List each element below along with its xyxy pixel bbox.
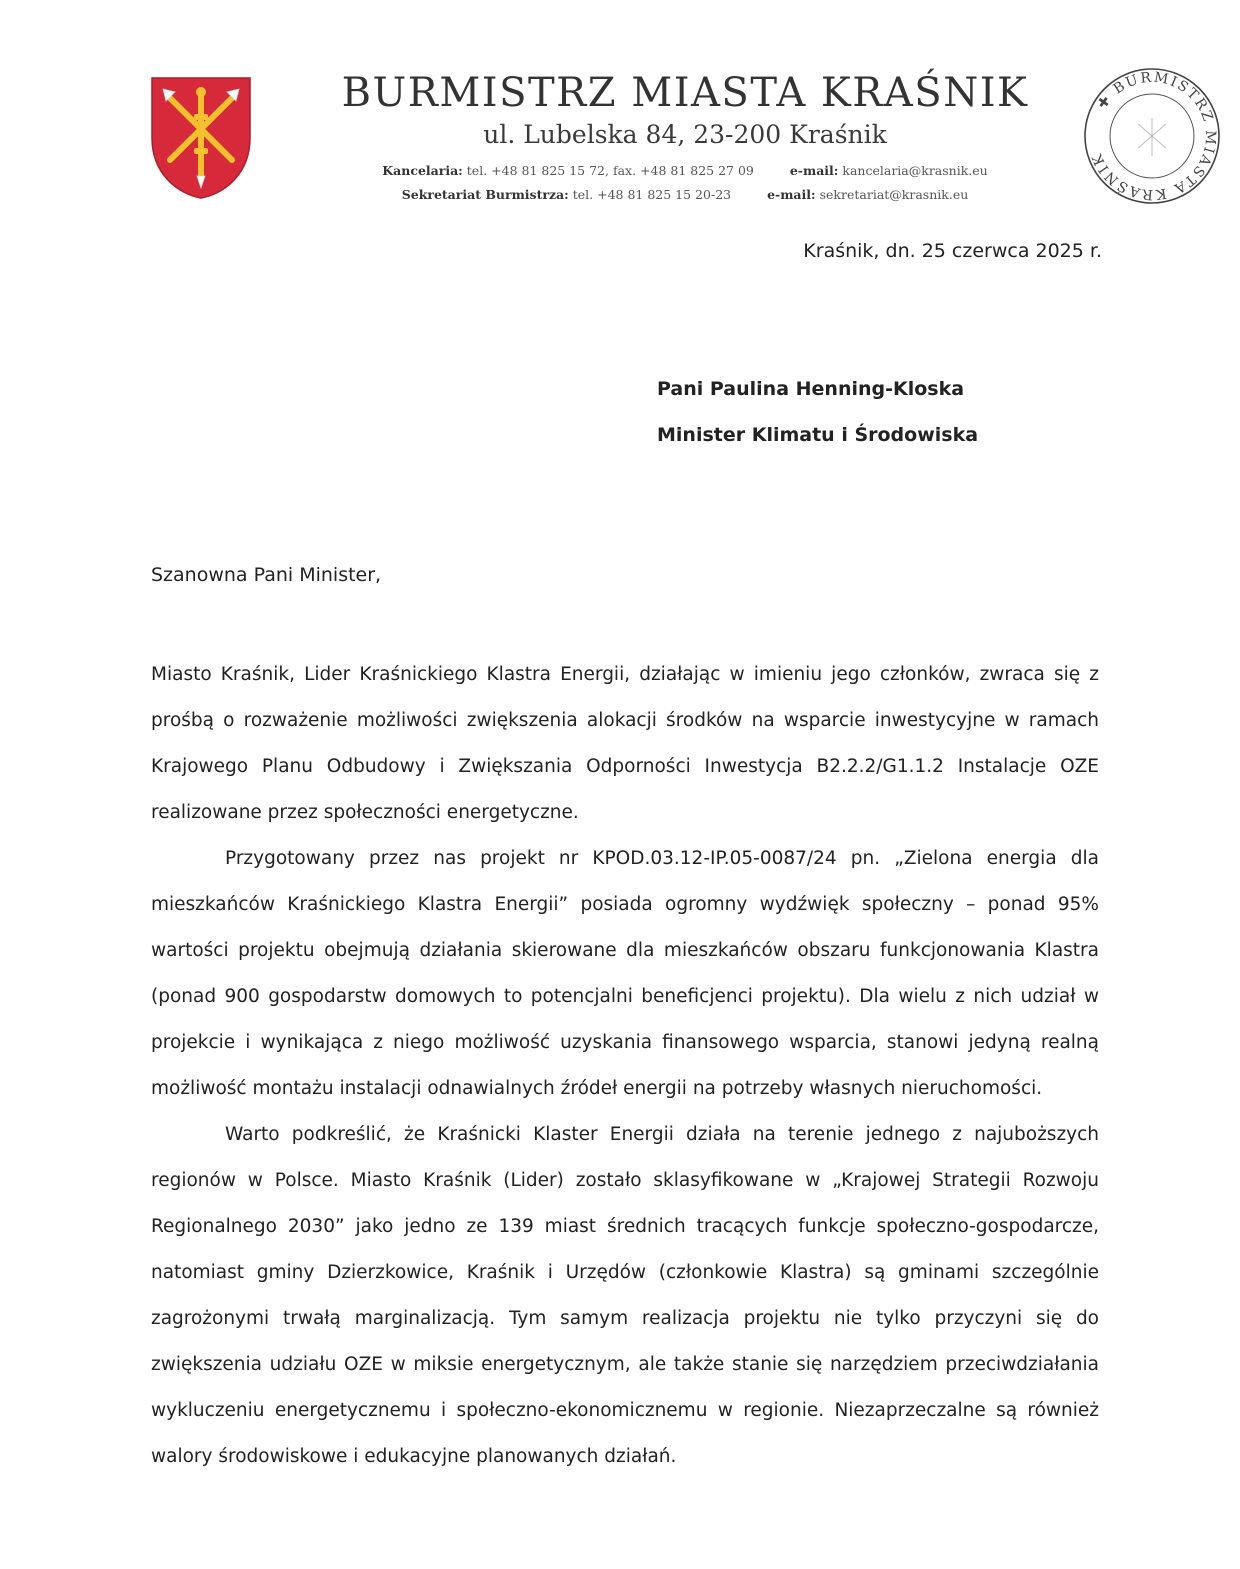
paragraph-1: Miasto Kraśnik, Lider Kraśnickiego Klastra Energii, działając w imieniu jego członków, zwraca się z prośbą o rozważenie możliwości zwiększenia alokacji środków na wsparcie inwestycyjne w ramach Krajowego Planu Odbudowy i Zwiększania Odporności Inwestycja B2.2.2/G1.1.2 Instalacje OZE realizowane przez społeczności energetyczne. <box>151 664 1099 823</box>
svg-text:✚ BURMISTRZ MIASTA KRAŚNIK <box>1089 70 1218 203</box>
coat-of-arms-icon <box>150 76 252 200</box>
letterhead-kancelaria <box>290 163 1080 178</box>
letter-date: Kraśnik, dn. 25 czerwca 2025 r. <box>803 240 1102 262</box>
official-seal-icon <box>1082 66 1222 206</box>
letterhead-sekretariat <box>290 187 1080 202</box>
salutation: Szanowna Pani Minister, <box>151 564 382 586</box>
paragraph-3: Warto podkreślić, że Kraśnicki Klaster Energii działa na terenie jednego z najuboższych regionów w Polsce. Miasto Kraśnik (Lider) zostało sklasyfikowane w „Krajowej Strategii Rozwoju Regionalnego 2030” jako jedno ze 139 miast średnich tracących funkcje społeczno-gospodarcze, natomiast gminy Dzierzkowice, Kraśnik i Urzędów (członkowie Klastra) są gminami szczególnie zagrożonymi trwałą marginalizacją. Tym samym realizacja projektu nie tylko przyczyni się do zwiększenia udziału OZE w miksie energetycznym, ale także stanie się narzędziem przeciwdziałania wykluczeniu energetycznemu i społeczno-ekonomicznemu w regionie. Niezaprzeczalne są również walory środowiskowe i edukacyjne planowanych działań. <box>151 1124 1099 1467</box>
seal-text: ✚ BURMISTRZ MIASTA KRAŚNIK <box>1088 69 1219 203</box>
letterhead-address: ul. Lubelska 84, 23-200 Kraśnik <box>483 120 887 149</box>
letterhead-title: BURMISTRZ MIASTA KRAŚNIK <box>341 70 1029 116</box>
kancelaria-phone: tel. +48 81 825 15 72, fax. +48 81 825 27 09 <box>466 163 754 178</box>
paragraph-2: Przygotowany przez nas projekt nr KPOD.03.12-IP.05-0087/24 pn. „Zielona energia dla mieszkańców Kraśnickiego Klastra Energii” posiada ogromny wydźwięk społeczny – ponad 95% wartości projektu obejmują działania skierowane dla mieszkańców obszaru funkcjonowania Klastra (ponad 900 gospodarstw domowych to potencjalni beneficjenci projektu). Dla wielu z nich udział w projekcie i wynikająca z niego możliwość uzyskania finansowego wsparcia, stanowi jedyną realną możliwość montażu instalacji odnawialnych źródeł energii na potrzeby własnych nieruchomości. <box>151 848 1099 1099</box>
sekretariat-email-label: e-mail: <box>767 187 816 202</box>
recipient-name: Pani Paulina Henning-Kloska <box>657 378 965 400</box>
sekretariat-phone: tel. +48 81 825 15 20-23 <box>572 187 732 202</box>
kancelaria-email: kancelaria@krasnik.eu <box>842 163 988 178</box>
sekretariat-email: sekretariat@krasnik.eu <box>819 187 969 202</box>
kancelaria-label: Kancelaria: <box>382 163 463 178</box>
letter-body <box>151 652 1099 1480</box>
recipient-position: Minister Klimatu i Środowiska <box>657 424 979 446</box>
sekretariat-label: Sekretariat Burmistrza: <box>401 187 569 202</box>
kancelaria-email-label: e-mail: <box>789 163 839 178</box>
